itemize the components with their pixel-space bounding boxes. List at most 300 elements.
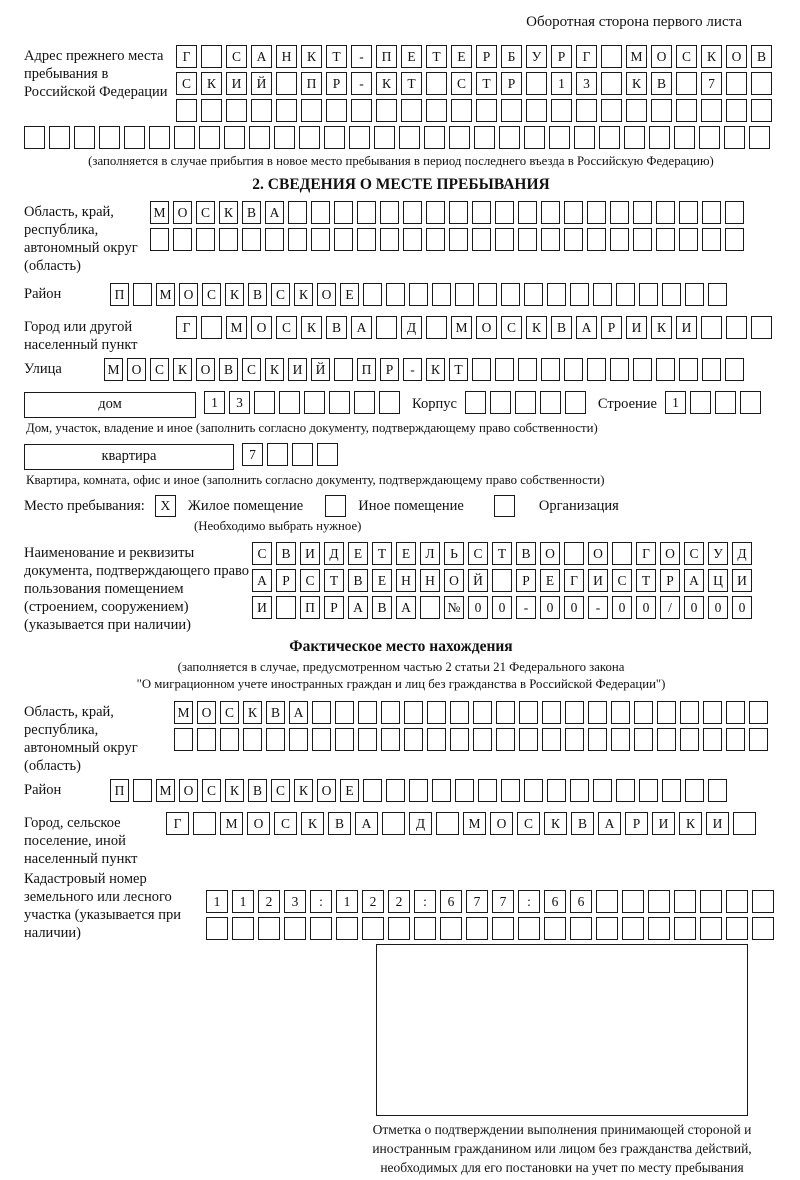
checkbox-organizaciya	[494, 495, 515, 517]
char-cell: К	[301, 812, 324, 835]
char-cell	[674, 917, 696, 940]
region-grid	[150, 201, 748, 255]
char-cell	[593, 283, 612, 306]
char-cell	[622, 890, 644, 913]
actual-district-row	[24, 779, 778, 806]
prev-address-label: Адрес прежнего места пребывания в Российской Федерации	[24, 48, 168, 100]
char-cell	[515, 391, 536, 414]
char-cell	[363, 283, 382, 306]
apartment-box: квартира	[24, 444, 234, 470]
char-cell	[174, 728, 193, 751]
char-cell	[386, 779, 405, 802]
char-cell: Е	[340, 283, 359, 306]
cell-row	[104, 358, 748, 381]
char-cell: О	[588, 542, 608, 565]
char-cell: С	[271, 283, 290, 306]
char-cell	[492, 569, 512, 592]
char-cell: С	[501, 316, 522, 339]
char-cell	[674, 890, 696, 913]
char-cell	[317, 443, 338, 466]
char-cell: А	[265, 201, 284, 224]
char-cell: 3	[229, 391, 250, 414]
checkbox-inoe	[325, 495, 346, 517]
char-cell	[601, 99, 622, 122]
char-cell: С	[150, 358, 169, 381]
char-cell	[751, 99, 772, 122]
char-cell	[455, 779, 474, 802]
char-cell: 0	[612, 596, 632, 619]
char-cell	[357, 228, 376, 251]
char-cell: К	[243, 701, 262, 724]
char-cell: О	[660, 542, 680, 565]
char-cell: Р	[501, 72, 522, 95]
char-cell	[596, 917, 618, 940]
char-cell: В	[372, 596, 392, 619]
char-cell: В	[248, 283, 267, 306]
char-cell	[634, 701, 653, 724]
char-cell	[380, 228, 399, 251]
stamp-box	[376, 944, 748, 1116]
char-cell	[749, 126, 770, 149]
apartment-row	[24, 443, 778, 470]
cell-row	[206, 917, 778, 940]
district-label: Район	[24, 286, 62, 302]
char-cell	[564, 228, 583, 251]
prev-address-note: (заполняется в случае прибытия в новое место пребывания в период последнего въезда в Российскую Федерацию)	[88, 154, 714, 168]
char-cell	[702, 201, 721, 224]
char-cell	[196, 228, 215, 251]
char-cell: С	[252, 542, 272, 565]
char-cell	[473, 701, 492, 724]
char-cell: В	[276, 542, 296, 565]
char-cell: 7	[701, 72, 722, 95]
char-cell: К	[173, 358, 192, 381]
stay-option-organizaciya-label: Организация	[538, 497, 619, 514]
char-cell: К	[651, 316, 672, 339]
char-cell	[701, 99, 722, 122]
char-cell	[404, 728, 423, 751]
city-row	[24, 316, 778, 354]
house-note: Дом, участок, владение и иное (заполнить согласно документу, подтверждающему право собственности)	[26, 421, 598, 435]
cell-row	[176, 72, 776, 95]
char-cell	[274, 126, 295, 149]
char-cell: С	[242, 358, 261, 381]
char-cell: 0	[492, 596, 512, 619]
char-cell: И	[732, 569, 752, 592]
char-cell: 1	[336, 890, 358, 913]
char-cell: Ц	[708, 569, 728, 592]
char-cell: О	[490, 812, 513, 835]
char-cell: К	[701, 45, 722, 68]
char-cell: А	[684, 569, 704, 592]
char-cell: Г	[166, 812, 189, 835]
cell-row	[150, 228, 748, 251]
char-cell: М	[104, 358, 123, 381]
actual-region-grid	[174, 701, 772, 755]
char-cell	[634, 728, 653, 751]
char-cell	[199, 126, 220, 149]
char-cell	[610, 201, 629, 224]
char-cell	[427, 728, 446, 751]
char-cell: К	[626, 72, 647, 95]
char-cell	[449, 201, 468, 224]
char-cell: С	[517, 812, 540, 835]
street-label: Улица	[24, 361, 62, 377]
char-cell: 0	[732, 596, 752, 619]
char-cell	[466, 917, 488, 940]
char-cell	[492, 917, 514, 940]
city-grid	[176, 316, 776, 343]
char-cell: В	[751, 45, 772, 68]
char-cell	[249, 126, 270, 149]
cell-row	[252, 569, 756, 592]
char-cell	[715, 391, 736, 414]
char-cell: В	[516, 542, 536, 565]
char-cell: И	[300, 542, 320, 565]
cell-row	[176, 99, 776, 122]
char-cell	[349, 126, 370, 149]
char-cell: С	[300, 569, 320, 592]
char-cell	[226, 99, 247, 122]
char-cell	[685, 283, 704, 306]
char-cell	[752, 890, 774, 913]
char-cell	[420, 596, 440, 619]
char-cell	[547, 283, 566, 306]
char-cell: П	[110, 779, 129, 802]
char-cell: Р	[476, 45, 497, 68]
char-cell: С	[274, 812, 297, 835]
char-cell: 7	[492, 890, 514, 913]
char-cell	[541, 228, 560, 251]
district-row	[24, 283, 778, 310]
char-cell	[266, 728, 285, 751]
char-cell	[751, 72, 772, 95]
char-cell: К	[544, 812, 567, 835]
char-cell: 3	[284, 890, 306, 913]
house-row	[24, 391, 778, 418]
char-cell	[703, 728, 722, 751]
char-cell: С	[451, 72, 472, 95]
stamp-note: Отметка о подтверждении выполнения принимающей стороной и иностранным гражданином или лицом без гражданства действий, необходимых для его постановки на учет по месту пребывания	[372, 1122, 752, 1175]
char-cell	[133, 283, 152, 306]
char-cell: А	[396, 596, 416, 619]
char-cell	[426, 201, 445, 224]
char-cell	[450, 701, 469, 724]
char-cell	[472, 228, 491, 251]
char-cell: В	[571, 812, 594, 835]
char-cell: О	[127, 358, 146, 381]
char-cell	[616, 283, 635, 306]
char-cell	[726, 99, 747, 122]
char-cell: С	[196, 201, 215, 224]
char-cell	[449, 126, 470, 149]
char-cell: С	[202, 779, 221, 802]
char-cell: О	[197, 701, 216, 724]
char-cell	[593, 779, 612, 802]
char-cell	[358, 701, 377, 724]
stay-option-inoe-label: Иное помещение	[358, 497, 464, 514]
char-cell	[526, 72, 547, 95]
district-grid	[110, 283, 731, 310]
char-cell: К	[265, 358, 284, 381]
char-cell	[495, 358, 514, 381]
char-cell	[404, 701, 423, 724]
char-cell	[690, 391, 711, 414]
char-cell	[258, 917, 280, 940]
char-cell	[616, 779, 635, 802]
char-cell: Р	[276, 569, 296, 592]
char-cell: Г	[176, 316, 197, 339]
char-cell	[426, 316, 447, 339]
char-cell: -	[403, 358, 422, 381]
char-cell: К	[526, 316, 547, 339]
char-cell: -	[588, 596, 608, 619]
char-cell	[596, 890, 618, 913]
char-cell	[49, 126, 70, 149]
char-cell	[725, 228, 744, 251]
char-cell	[310, 917, 332, 940]
char-cell: О	[651, 45, 672, 68]
char-cell: Е	[372, 569, 392, 592]
page-side-note: Оборотная сторона первого листа	[526, 14, 742, 30]
char-cell: К	[294, 779, 313, 802]
document-grid	[252, 542, 756, 623]
char-cell	[703, 701, 722, 724]
street-grid	[104, 358, 748, 385]
checkbox-zhiloe: X	[155, 495, 176, 517]
char-cell: И	[652, 812, 675, 835]
char-cell	[570, 917, 592, 940]
char-cell	[265, 228, 284, 251]
char-cell	[749, 728, 768, 751]
char-cell: 7	[242, 443, 263, 466]
char-cell	[288, 228, 307, 251]
char-cell	[656, 201, 675, 224]
char-cell: О	[476, 316, 497, 339]
prev-address-grid	[176, 45, 776, 126]
char-cell: С	[226, 45, 247, 68]
cell-row	[174, 701, 772, 724]
char-cell	[519, 728, 538, 751]
char-cell	[633, 358, 652, 381]
actual-district-label: Район	[24, 782, 62, 798]
char-cell: В	[248, 779, 267, 802]
char-cell	[149, 126, 170, 149]
region-row	[24, 201, 778, 275]
char-cell	[708, 283, 727, 306]
cell-row	[252, 596, 756, 619]
char-cell	[381, 701, 400, 724]
char-cell	[612, 542, 632, 565]
char-cell: Г	[576, 45, 597, 68]
char-cell: У	[526, 45, 547, 68]
char-cell: П	[301, 72, 322, 95]
cell-row	[174, 728, 772, 751]
char-cell	[150, 228, 169, 251]
char-cell: С	[202, 283, 221, 306]
char-cell: С	[676, 45, 697, 68]
char-cell	[426, 228, 445, 251]
char-cell	[193, 812, 216, 835]
char-cell	[740, 391, 761, 414]
actual-location-note-line1: (заполняется в случае, предусмотренном частью 2 статьи 21 Федерального закона	[177, 660, 625, 674]
char-cell	[334, 228, 353, 251]
char-cell	[472, 201, 491, 224]
char-cell	[699, 126, 720, 149]
section2-title: 2. СВЕДЕНИЯ О МЕСТЕ ПРЕБЫВАНИЯ	[252, 176, 550, 193]
char-cell	[751, 316, 772, 339]
char-cell: Р	[625, 812, 648, 835]
char-cell: Д	[409, 812, 432, 835]
char-cell: В	[348, 569, 368, 592]
char-cell: Е	[540, 569, 560, 592]
char-cell	[752, 917, 774, 940]
char-cell	[651, 99, 672, 122]
char-cell	[220, 728, 239, 751]
char-cell: А	[576, 316, 597, 339]
char-cell	[124, 126, 145, 149]
char-cell	[472, 358, 491, 381]
char-cell: М	[226, 316, 247, 339]
cell-row	[465, 391, 590, 414]
char-cell	[496, 728, 515, 751]
char-cell	[676, 72, 697, 95]
char-cell	[133, 779, 152, 802]
cell-row	[110, 283, 731, 306]
char-cell	[501, 283, 520, 306]
char-cell: -	[351, 45, 372, 68]
region-label: Область, край, республика, автономный округ (область)	[24, 204, 138, 274]
stroenie-grid	[665, 391, 765, 418]
cell-row	[204, 391, 404, 414]
cell-row	[665, 391, 765, 414]
char-cell	[174, 126, 195, 149]
cell-row	[110, 779, 731, 802]
char-cell	[524, 126, 545, 149]
char-cell	[386, 283, 405, 306]
char-cell: И	[252, 596, 272, 619]
char-cell	[518, 228, 537, 251]
char-cell	[626, 99, 647, 122]
char-cell	[440, 917, 462, 940]
actual-location-title: Фактическое место нахождения	[289, 638, 513, 655]
char-cell	[251, 99, 272, 122]
char-cell	[376, 316, 397, 339]
char-cell	[289, 728, 308, 751]
char-cell: А	[348, 596, 368, 619]
stay-type-label: Место пребывания:	[24, 497, 145, 514]
char-cell	[679, 228, 698, 251]
char-cell: О	[317, 779, 336, 802]
document-label: Наименование и реквизиты документа, подтверждающего право пользования помещением (строением, сооружением) (указывается при наличии)	[24, 545, 250, 633]
char-cell: -	[516, 596, 536, 619]
char-cell: 1	[551, 72, 572, 95]
char-cell	[449, 228, 468, 251]
char-cell	[564, 201, 583, 224]
char-cell: Т	[372, 542, 392, 565]
char-cell	[700, 890, 722, 913]
document-row	[24, 542, 778, 634]
char-cell	[436, 812, 459, 835]
char-cell	[725, 201, 744, 224]
char-cell: Г	[176, 45, 197, 68]
char-cell	[381, 728, 400, 751]
char-cell	[432, 283, 451, 306]
char-cell	[74, 126, 95, 149]
char-cell	[197, 728, 216, 751]
char-cell: И	[706, 812, 729, 835]
char-cell	[379, 391, 400, 414]
char-cell	[648, 917, 670, 940]
char-cell	[382, 812, 405, 835]
char-cell	[565, 728, 584, 751]
char-cell: А	[252, 569, 272, 592]
char-cell: В	[219, 358, 238, 381]
char-cell	[501, 779, 520, 802]
char-cell: :	[310, 890, 332, 913]
char-cell	[576, 99, 597, 122]
char-cell: 2	[388, 890, 410, 913]
char-cell: С	[276, 316, 297, 339]
char-cell: А	[355, 812, 378, 835]
char-cell: :	[414, 890, 436, 913]
apartment-note: Квартира, комната, офис и иное (заполнить согласно документу, подтверждающему право собственности)	[26, 473, 605, 487]
char-cell	[708, 779, 727, 802]
char-cell: К	[219, 201, 238, 224]
char-cell: Р	[601, 316, 622, 339]
char-cell: 6	[570, 890, 592, 913]
char-cell: К	[376, 72, 397, 95]
actual-city-label: Город, сельское поселение, иной населенный пункт	[24, 815, 138, 867]
char-cell: В	[242, 201, 261, 224]
char-cell: О	[444, 569, 464, 592]
char-cell	[312, 728, 331, 751]
korpus-label: Корпус	[412, 396, 457, 412]
stroenie-label: Строение	[597, 396, 657, 412]
char-cell: 6	[544, 890, 566, 913]
actual-city-grid	[166, 812, 760, 839]
char-cell: М	[156, 779, 175, 802]
char-cell	[657, 701, 676, 724]
char-cell	[388, 917, 410, 940]
char-cell	[570, 779, 589, 802]
char-cell	[622, 917, 644, 940]
house-grid	[204, 391, 404, 418]
char-cell	[496, 701, 515, 724]
char-cell	[24, 126, 45, 149]
char-cell	[662, 779, 681, 802]
char-cell	[335, 701, 354, 724]
cadastral-row	[24, 868, 778, 944]
char-cell: 7	[466, 890, 488, 913]
char-cell: В	[326, 316, 347, 339]
char-cell: Р	[660, 569, 680, 592]
char-cell: Д	[732, 542, 752, 565]
char-cell: Т	[476, 72, 497, 95]
char-cell	[267, 443, 288, 466]
char-cell	[702, 358, 721, 381]
char-cell: С	[176, 72, 197, 95]
char-cell: Т	[492, 542, 512, 565]
char-cell: С	[271, 779, 290, 802]
char-cell	[301, 99, 322, 122]
char-cell	[201, 99, 222, 122]
char-cell	[541, 358, 560, 381]
char-cell: П	[110, 283, 129, 306]
actual-location-note-line2: "О миграционном учете иностранных граждан и лиц без гражданства в Российской Федерации")	[136, 677, 666, 691]
char-cell	[354, 391, 375, 414]
char-cell	[624, 126, 645, 149]
